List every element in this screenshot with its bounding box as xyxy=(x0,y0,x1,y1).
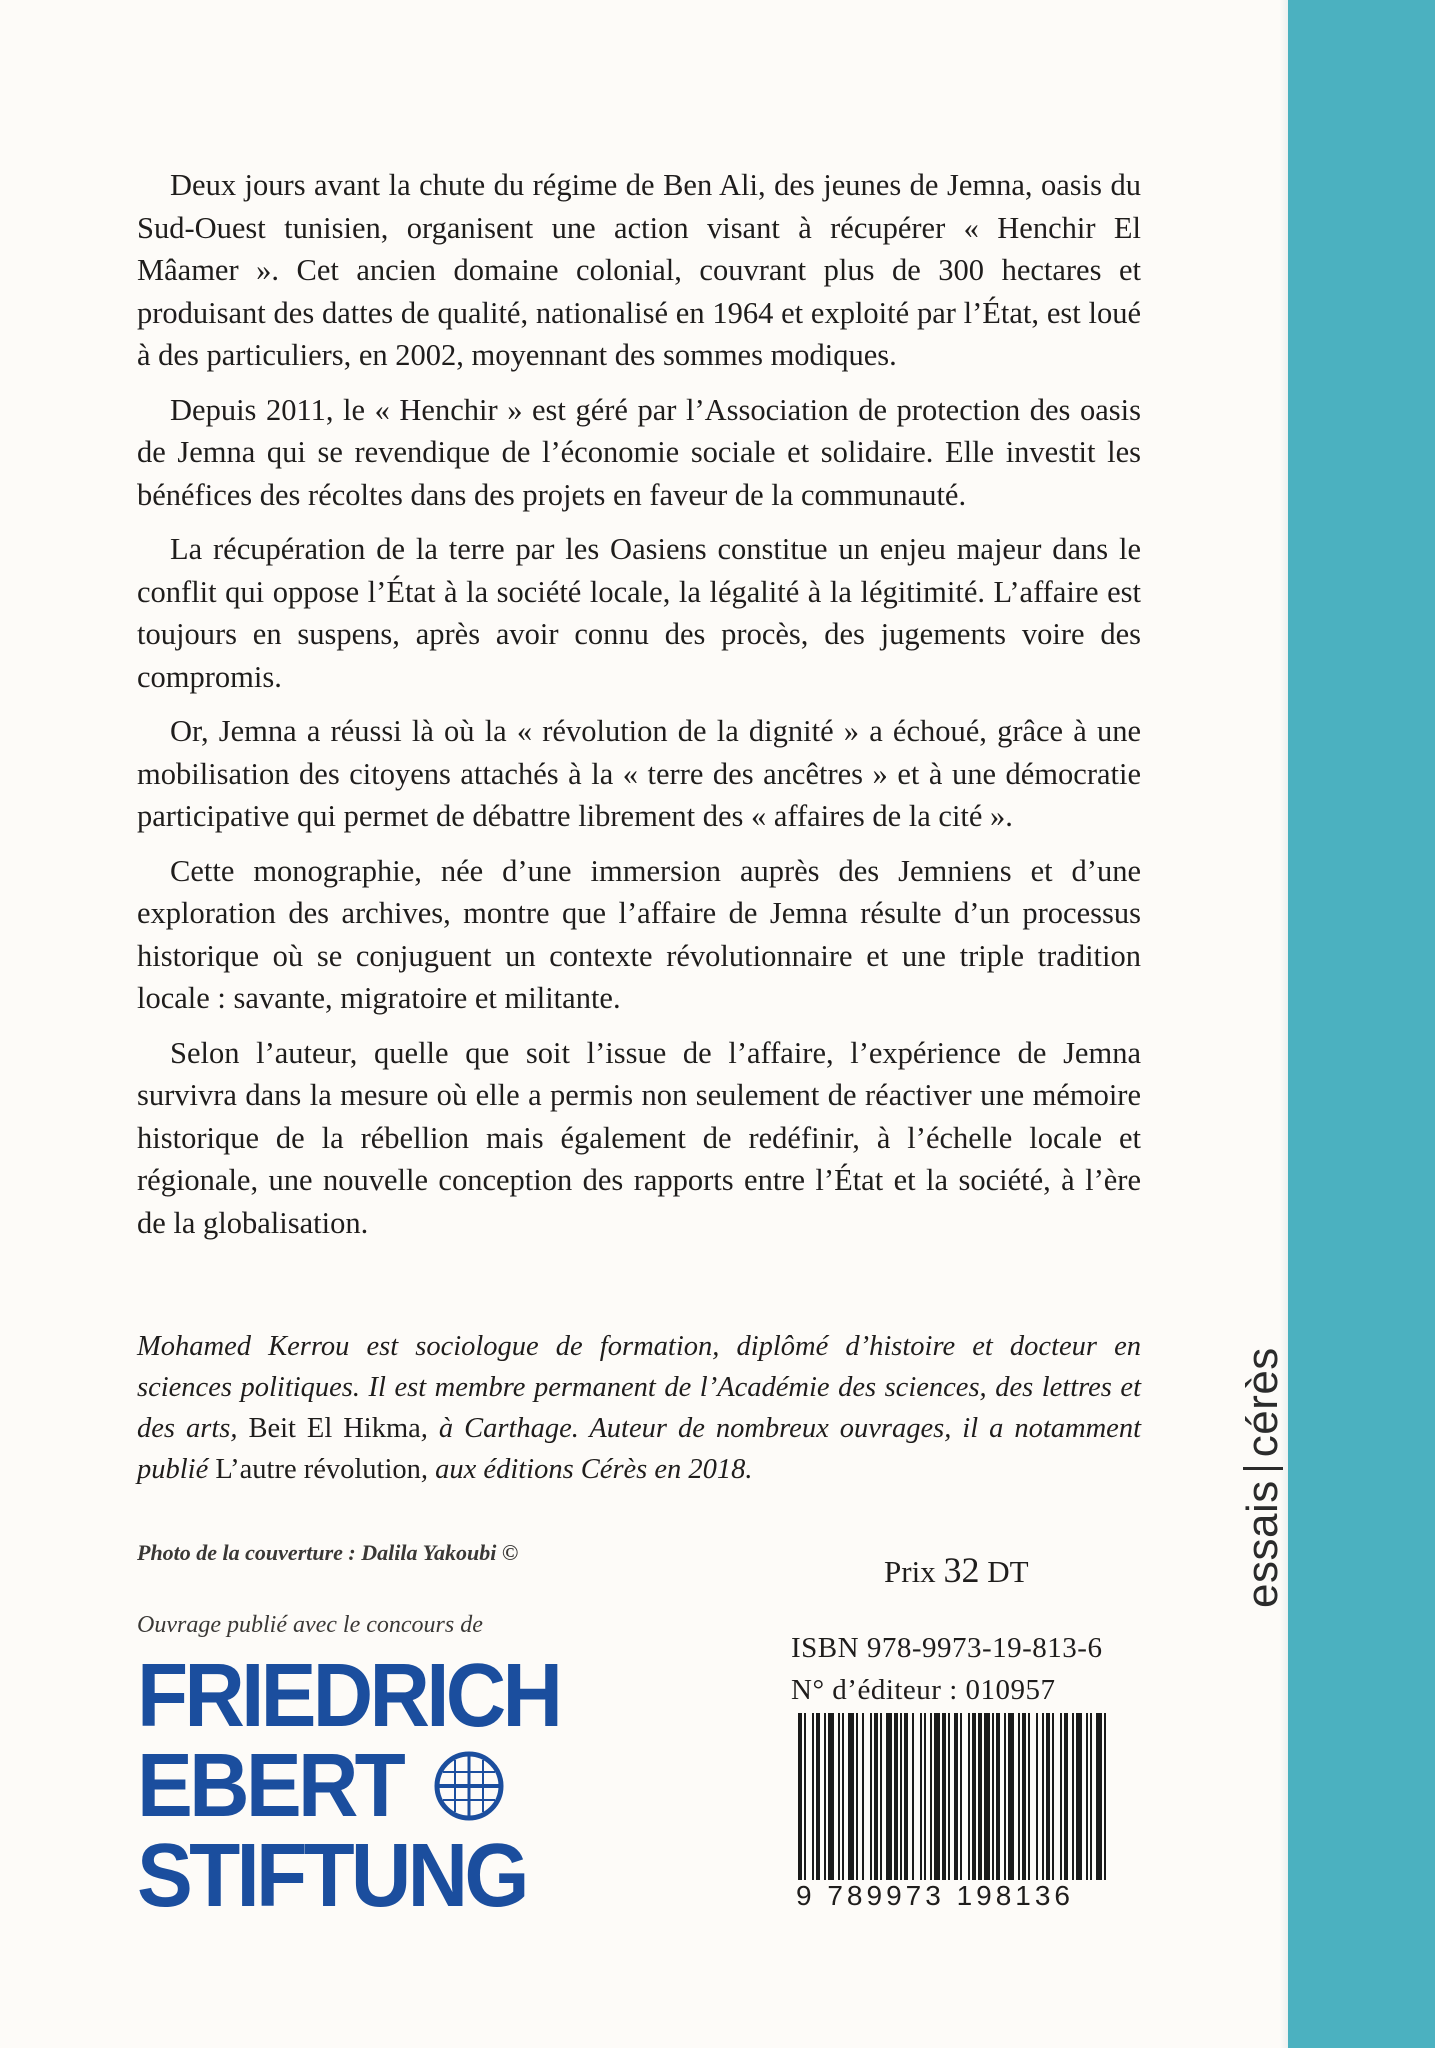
barcode-bar xyxy=(900,1713,902,1881)
barcode-bar xyxy=(1076,1713,1082,1881)
synopsis-paragraph: Depuis 2011, le « Henchir » est géré par l’Association de protection des oasis de Jemna qui se revendique de l’économie sociale et solidaire. Elle investit les bénéfices des récoltes dans des projets en faveur de la communauté. xyxy=(137,392,1141,512)
barcode-bar xyxy=(934,1713,940,1881)
logo-line-2: EBERT xyxy=(137,1736,403,1836)
series-ceres: cérès xyxy=(1238,1347,1287,1458)
barcode-bar xyxy=(1022,1713,1026,1881)
barcode-bar xyxy=(816,1713,820,1881)
barcode-bar xyxy=(894,1713,898,1881)
price-amount: 32 xyxy=(943,1550,980,1590)
isbn-block xyxy=(791,1627,1102,1711)
barcode-bar xyxy=(1008,1713,1014,1881)
barcode-bar xyxy=(824,1713,826,1881)
barcode-bar xyxy=(912,1713,914,1881)
barcode-bar xyxy=(812,1713,814,1881)
barcode-bar xyxy=(972,1713,976,1881)
barcode-bar xyxy=(948,1713,950,1881)
logo-line-1: FRIEDRICH xyxy=(137,1646,560,1746)
editor-number: N° d’éditeur : 010957 xyxy=(791,1674,1056,1706)
barcode-bar xyxy=(880,1713,882,1881)
barcode-bar xyxy=(942,1713,946,1881)
bio-text: , aux éditions Cérès en 2018. xyxy=(420,1454,753,1485)
barcode-bar xyxy=(886,1713,892,1881)
barcode-bar xyxy=(930,1713,932,1881)
series-label xyxy=(1238,1347,1288,1608)
spine-band xyxy=(1288,0,1435,2048)
barcode-bar xyxy=(1096,1713,1102,1881)
barcode-bar xyxy=(1036,1713,1038,1881)
barcode-bar xyxy=(1090,1713,1092,1881)
author-bio xyxy=(137,1326,1141,1490)
barcode-bar xyxy=(862,1713,864,1881)
synopsis xyxy=(137,164,1141,1256)
synopsis-paragraph: Selon l’auteur, quelle que soit l’issue de l’affaire, l’expérience de Jemna survivra dans la mesure où elle a permis non seulement de réactiver une mémoire historique de la rébellion mais également de redéfinir, à l’échelle locale et régionale, une nouvelle conception des rapports entre l’État et la société, à l’ère de la globalisation. xyxy=(137,1035,1141,1240)
price-currency: DT xyxy=(987,1554,1029,1589)
synopsis-paragraph: Cette monographie, née d’une immersion auprès des Jemniens et d’une exploration des archives, montre que l’affaire de Jemna résulte d’un processus historique où se conjuguent un contexte révolutionnaire et une triple tradition locale : savante, migratoire et militante. xyxy=(137,853,1141,1015)
synopsis-paragraph: Or, Jemna a réussi là où la « révolution de la dignité » a échoué, grâce à une mobilisation des citoyens attachés à la « terre des ancêtres » et à une démocratie participative qui permet de débattre librement des « affaires de la cité ». xyxy=(137,714,1141,833)
bio-book-title: L’autre révolution xyxy=(215,1454,421,1485)
barcode-bar xyxy=(1046,1713,1050,1881)
barcode-bar xyxy=(954,1713,958,1881)
barcode-bar xyxy=(904,1713,908,1881)
price xyxy=(884,1549,1029,1591)
price-label: Prix xyxy=(884,1554,936,1589)
barcode-bar xyxy=(996,1713,1000,1881)
synopsis-paragraph: La récupération de la terre par les Oasiens constitue un enjeu majeur dans le conflit qui oppose l’État à la société locale, la légalité à la légitimité. L’affaire est toujours en suspens, après avoir connu des procès, des jugements voire des compromis. xyxy=(137,532,1141,694)
synopsis-paragraph: Deux jours avant la chute du régime de Ben Ali, des jeunes de Jemna, oasis du Sud-Ouest tunisien, organisent une action visant à récupérer « Henchir El Mâamer ». Cet ancien domaine colonial, couvrant plus de 300 hectares et produisant des dattes de qualité, nationalisé en 1964 et exploité par l’État, est loué à des particuliers, en 2002, moyennant des sommes modiques. xyxy=(137,168,1141,372)
barcode-bar xyxy=(828,1713,834,1881)
bio-text: Mohamed Kerrou est sociologue de formation, diplômé d’histoire et docteur en sciences politiques. Il est membre permanent de l’Académie des sciences, des lettres et des arts, xyxy=(137,1331,1141,1444)
barcode-bar xyxy=(960,1713,962,1881)
series-separator xyxy=(1243,1467,1283,1470)
barcode-bar xyxy=(1018,1713,1020,1881)
photo-credit: Photo de la couverture : Dalila Yakoubi © xyxy=(137,1540,519,1565)
barcode-bar xyxy=(992,1713,994,1881)
barcode-bar xyxy=(870,1713,872,1881)
series-essais: essais xyxy=(1238,1480,1287,1608)
barcode-bar xyxy=(848,1713,854,1881)
barcode-bar xyxy=(968,1713,970,1881)
barcode-bar xyxy=(1072,1713,1074,1881)
barcode-bar xyxy=(1052,1713,1054,1881)
barcode-bar xyxy=(1004,1713,1006,1881)
barcode-bar xyxy=(856,1713,858,1881)
globe-icon xyxy=(433,1750,505,1822)
bio-institution: Beit El Hikma xyxy=(248,1413,421,1444)
bio-text: , à Carthage. Auteur de nombreux ouvrages, il a notamment publié xyxy=(137,1413,1142,1485)
isbn-number: ISBN 978-9973-19-813-6 xyxy=(791,1632,1103,1664)
barcode-bar xyxy=(838,1713,840,1881)
barcode-bar xyxy=(924,1713,926,1881)
barcode-bar xyxy=(1060,1713,1062,1881)
sponsor-caption: Ouvrage publié avec le concours de xyxy=(137,1612,483,1638)
barcode-digits: 9 789973 198136 xyxy=(794,1880,1128,1912)
logo-line-3: STIFTUNG xyxy=(137,1826,526,1926)
barcode-bar xyxy=(1086,1713,1088,1881)
barcode-bar xyxy=(920,1713,922,1881)
barcode-bar xyxy=(1028,1713,1030,1881)
barcode-bar xyxy=(842,1713,844,1881)
barcode-bar xyxy=(1042,1713,1044,1881)
barcode-bar xyxy=(874,1713,878,1881)
friedrich-ebert-stiftung-logo xyxy=(137,1646,577,1932)
barcode-bar xyxy=(1064,1713,1068,1881)
